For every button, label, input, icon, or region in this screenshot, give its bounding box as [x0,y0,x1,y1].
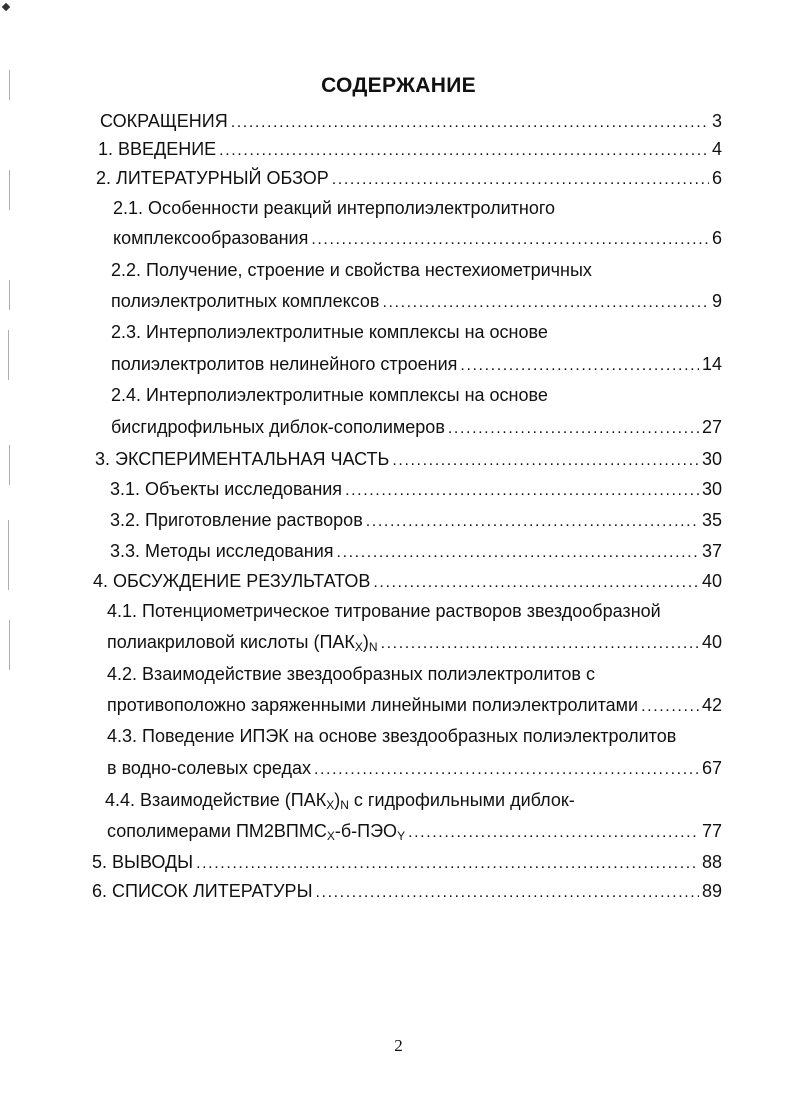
scan-edge-mark [9,280,10,310]
toc-item-4-3-line1: 4.3. Поведение ИПЭК на основе звездообразных полиэлектролитов [107,726,677,746]
toc-label: 2. ЛИТЕРАТУРНЫЙ ОБЗОР [96,168,329,188]
scan-edge-mark [9,620,10,670]
toc-item-2-3 [111,350,722,378]
toc-label-part: -б-ПЭО [334,821,398,841]
toc-item-2-2-line1: 2.2. Получение, строение и свойства нестехиометричных [111,260,592,280]
toc-label-part: ) [334,790,341,810]
toc-leader [219,137,709,165]
toc-label-part: 4.4. Взаимодействие (ПАК [105,790,327,810]
toc-label [107,628,378,656]
toc-item-2-1 [113,224,722,252]
toc-item-4-1-line1: 4.1. Потенциометрическое титрование растворов звездообразной [107,601,661,621]
toc-label-part: сополимерами ПМ2ВПМС [107,821,327,841]
toc-page: 30 [701,479,722,499]
scan-corner-mark [2,3,10,11]
toc-item-abbreviations [100,107,722,135]
toc-leader [448,415,699,443]
toc-label: полиэлектролитов нелинейного строения [111,354,458,374]
toc-label: бисгидрофильных диблок-сополимеров [111,417,445,437]
subscript: N [368,640,378,654]
toc-leader [460,352,699,380]
subscript: X [326,829,335,843]
toc-item-2-1-line1: 2.1. Особенности реакций интерполиэлектролитного [113,198,556,218]
toc-leader [366,508,699,536]
toc-label: 5. ВЫВОДЫ [92,852,194,872]
toc-leader [314,756,699,784]
subscript: N [340,798,349,812]
toc-label: комплексообразования [113,228,309,248]
toc-item-4-1 [107,628,722,656]
toc-item-3-3 [110,537,722,565]
toc-item-literature-review [96,164,722,192]
toc-leader [332,166,709,194]
toc-page: 35 [701,510,722,530]
toc-leader [382,289,709,317]
toc-label: полиэлектролитных комплексов [111,291,380,311]
toc-item-4-4-line1 [105,786,575,814]
toc-item-3-1 [110,475,722,503]
toc-leader [381,630,699,658]
toc-page: 9 [711,291,722,311]
toc-item-2-2 [111,287,722,315]
toc-leader [311,226,709,254]
toc-label-part: полиакриловой кислоты (ПАК [107,632,355,652]
toc-leader [316,879,699,907]
toc-page: 14 [701,354,722,374]
toc-page: 6 [711,228,722,248]
toc-label: 6. СПИСОК ЛИТЕРАТУРЫ [92,881,313,901]
toc-item-introduction [98,135,722,163]
scan-edge-mark [9,170,10,210]
toc-item-4-4 [107,817,722,845]
toc-item-2-4 [111,413,722,441]
subscript: X [326,798,335,812]
toc-item-2-3-line1: 2.3. Интерполиэлектролитные комплексы на основе [111,322,548,342]
toc-label: 1. ВВЕДЕНИЕ [98,139,217,159]
toc-label [107,817,405,845]
toc-item-conclusions [92,848,722,876]
toc-item-3-2 [110,506,722,534]
toc-page: 3 [711,111,722,131]
toc-page: 4 [711,139,722,159]
toc-leader [392,447,699,475]
toc-item-4-2 [107,691,722,719]
toc-label: 3.3. Методы исследования [110,541,334,561]
subscript: X [354,640,363,654]
toc-label-part: с гидрофильными диблок- [348,790,575,810]
toc-item-2-4-line1: 2.4. Интерполиэлектролитные комплексы на основе [111,385,548,405]
toc-label: 3.1. Объекты исследования [110,479,343,499]
toc-item-experimental [95,445,722,473]
toc-leader [345,477,699,505]
scan-edge-mark [8,330,9,380]
toc-page: 67 [701,758,722,778]
toc-page: 30 [701,449,722,469]
toc-label: противоположно заряженными линейными полиэлектролитами [107,695,639,715]
page-number: 2 [394,1036,403,1055]
toc-page: 40 [701,571,722,591]
toc-page: 42 [701,695,722,715]
toc-leader [408,819,699,847]
toc-leader [373,569,699,597]
scan-edge-mark [8,520,9,590]
toc-leader [231,109,709,137]
toc-page: 89 [701,881,722,901]
scan-edge-mark [9,445,10,485]
subscript: Y [397,829,406,843]
toc-page: 37 [701,541,722,561]
toc-page: 88 [701,852,722,872]
toc-label-part: ) [362,632,369,652]
toc-leader [337,539,699,567]
toc-item-references [92,877,722,905]
toc-leader [641,693,699,721]
toc-label: 3. ЭКСПЕРИМЕНТАЛЬНАЯ ЧАСТЬ [95,449,390,469]
toc-label: 3.2. Приготовление растворов [110,510,363,530]
toc-item-discussion [93,567,722,595]
toc-label: 4. ОБСУЖДЕНИЕ РЕЗУЛЬТАТОВ [93,571,371,591]
toc-leader [196,850,699,878]
toc-item-4-2-line1: 4.2. Взаимодействие звездообразных полиэлектролитов с [107,664,595,684]
toc-label: в водно-солевых средах [107,758,311,778]
toc-page: 6 [711,168,722,188]
toc-label: СОКРАЩЕНИЯ [100,111,228,131]
toc-page: 40 [701,632,722,652]
toc-item-4-3 [107,754,722,782]
page-title: СОДЕРЖАНИЕ [321,74,476,97]
toc-page: 27 [701,417,722,437]
toc-page: 77 [701,821,722,841]
